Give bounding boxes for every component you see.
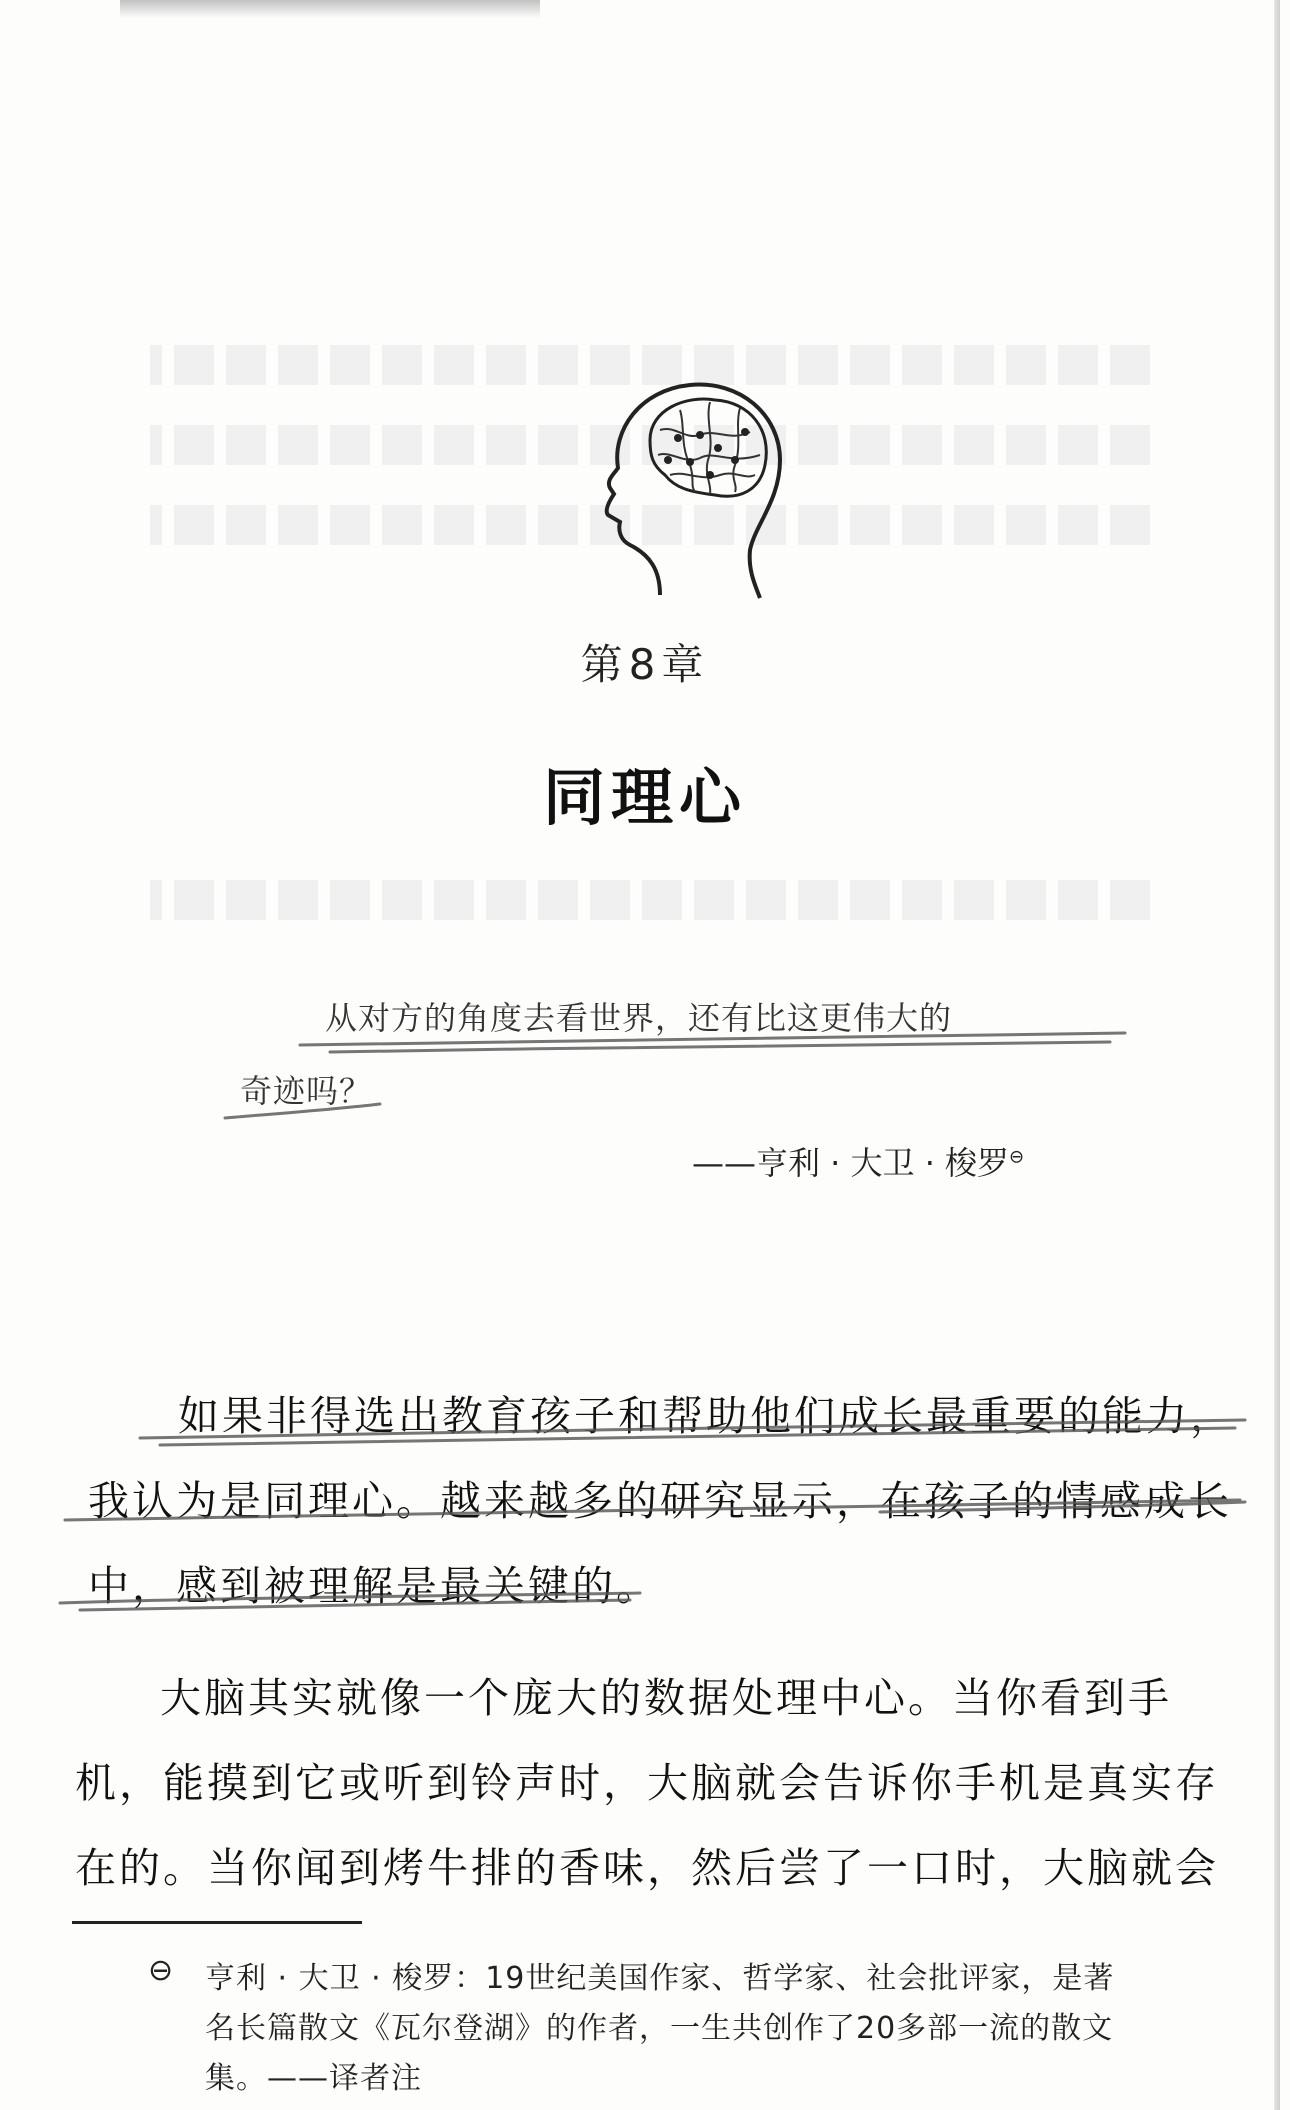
chapter-title: 同理心: [542, 761, 747, 834]
paragraph-1-line-3: 中，感到被理解是最关键的。: [88, 1562, 660, 1610]
paragraph-1-line-2: 我认为是同理心。越来越多的研究显示，在孩子的情感成长: [88, 1477, 1232, 1525]
footnote-marker: ⊖: [148, 1953, 174, 1988]
epigraph-line-2: 奇迹吗？: [240, 1072, 373, 1110]
epigraph-line-1: 从对方的角度去看世界，还有比这更伟大的: [325, 999, 953, 1037]
footnote-divider: [72, 1921, 362, 1924]
footnote-reference: ⊖: [1009, 1146, 1025, 1168]
paragraph-2-line-3: 在的。当你闻到烤牛排的香味，然后尝了一口时，大脑就会: [75, 1844, 1219, 1892]
underline-epigraph-1b: [330, 1042, 1110, 1052]
footnote-line-1: 亨利 · 大卫 · 梭罗：19世纪美国作家、哲学家、社会批评家，是著: [205, 1961, 1115, 1996]
brain-head-icon: [590, 370, 790, 600]
paragraph-2-line-2: 机，能摸到它或听到铃声时，大脑就会告诉你手机是真实存: [75, 1759, 1219, 1807]
bleed-through-line: [150, 880, 1150, 920]
attribution-text: ——亨利 · 大卫 · 梭罗: [692, 1144, 1010, 1182]
page-edge: [1274, 0, 1280, 2110]
scan-shadow: [120, 0, 540, 18]
paragraph-1-line-1: 如果非得选出教育孩子和帮助他们成长最重要的能力，: [178, 1392, 1234, 1440]
paragraph-2-line-1: 大脑其实就像一个庞大的数据处理中心。当你看到手: [160, 1674, 1172, 1722]
footnote-line-3: 集。——译者注: [205, 2061, 422, 2096]
footnote-line-2: 名长篇散文《瓦尔登湖》的作者，一生共创作了20多部一流的散文: [205, 2011, 1114, 2046]
epigraph-attribution: [692, 1138, 1024, 1184]
chapter-number: 第8章: [580, 640, 710, 689]
